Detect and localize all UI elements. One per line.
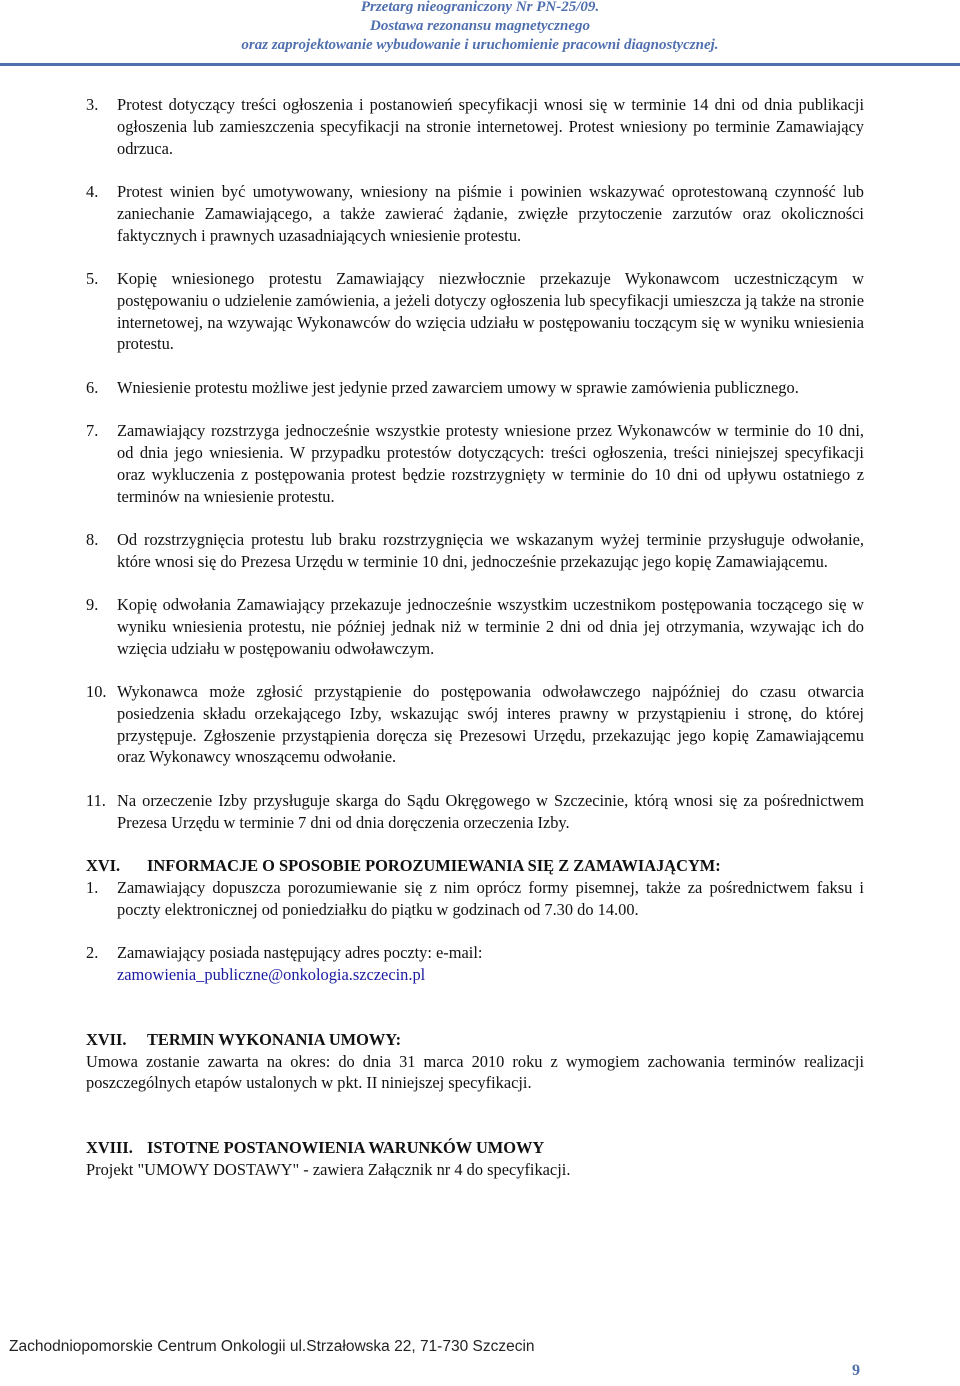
page-header [0, 0, 960, 66]
item-text: Zamawiający posiada następujący adres poczty: e-mail: [117, 943, 483, 963]
list-item [86, 681, 864, 768]
page-number: 9 [852, 1362, 860, 1379]
item-text: Kopię wniesionego protestu Zamawiający niezwłocznie przekazuje Wykonawcom uczestniczącym w postępowaniu o udzielenie zamówienia, a jeżeli dotyczy ogłoszenia lub specyfikacji umieszcza ją także na stronie internetowej, na wzywając Wykonawców do wzięcia udziału w postępowaniu toczącym się w wyniku wniesienia protestu. [117, 268, 864, 354]
list-item [86, 377, 864, 399]
item-number: 10. [86, 682, 107, 702]
list-item [86, 181, 864, 246]
item-number: 5. [86, 268, 99, 288]
section-heading [86, 1137, 864, 1159]
section-number: XVIII. [86, 1138, 133, 1158]
section-heading [86, 855, 864, 877]
item-number: 7. [86, 421, 99, 441]
header-line-1: Przetarg nieograniczony Nr PN-25/09. [360, 0, 600, 15]
item-number: 11. [86, 790, 106, 810]
item-text: Zamawiający dopuszcza porozumiewanie się z nim oprócz formy pisemnej, także za pośrednictwem faksu i poczty elektronicznej od poniedziałku do piątku w godzinach od 7.30 do 14.00. [117, 877, 864, 919]
item-text: Od rozstrzygnięcia protestu lub braku rozstrzygnięcia we wskazanym wyżej terminie przysługuje odwołanie, które wnosi się do Prezesa Urzędu w terminie 10 dni, jednocześnie przekazując jego kopię Zamawiającemu. [117, 529, 864, 571]
list-item [86, 94, 864, 159]
item-text: Zamawiający rozstrzyga jednocześnie wszystkie protesty wniesione przez Wykonawców w terminie do 10 dni, od dnia jego wniesienia. W przypadku protestów dotyczących: treści ogłoszenia, treści niniejszej specyfikacji oraz wykluczenia z postępowania protest będzie rozstrzygnięty w terminie do 10 dni od upływu ostatniego z terminów na wniesienie protestu. [117, 421, 864, 506]
item-number: 9. [86, 595, 99, 615]
item-text: Protest dotyczący treści ogłoszenia i postanowień specyfikacji wnosi się w terminie 14 dni od dnia publikacji ogłoszenia lub zamieszczenia specyfikacji na stronie internetowej. Protest wniesiony po terminie Zamawiający odrzuca. [117, 95, 864, 158]
item-number: 2. [86, 943, 99, 963]
section-title: INFORMACJE O SPOSOBIE POROZUMIEWANIA SIĘ Z ZAMAWIAJĄCYM: [147, 856, 721, 876]
email-link[interactable]: zamowienia_publiczne@onkologia.szczecin.pl [117, 964, 426, 984]
header-divider [0, 63, 960, 66]
item-text: Wniesienie protestu możliwe jest jedynie przed zawarciem umowy w sprawie zamówienia publicznego. [117, 377, 799, 397]
section-text: Umowa zostanie zawarta na okres: do dnia 31 marca 2010 roku z wymogiem zachowania terminów realizacji poszczególnych etapów ustalonych w pkt. II niniejszej specyfikacji. [86, 1051, 864, 1093]
list-item [86, 942, 864, 986]
item-number: 3. [86, 95, 99, 114]
section-number: XVI. [86, 856, 121, 876]
list-item [86, 529, 864, 573]
list-item [86, 594, 864, 659]
section-text: Projekt "UMOWY DOSTAWY" - zawiera Załącznik nr 4 do specyfikacji. [86, 1160, 571, 1180]
item-number: 4. [86, 181, 99, 201]
list-item [86, 790, 864, 834]
list-item [86, 268, 864, 355]
footer-address: Zachodniopomorskie Centrum Onkologii ul.Strzałowska 22, 71-730 Szczecin [9, 1338, 535, 1355]
section-title: ISTOTNE POSTANOWIENIA WARUNKÓW UMOWY [147, 1138, 545, 1158]
section-heading [86, 1029, 864, 1051]
header-line-3: oraz zaprojektowanie wybudowanie i uruchomienie pracowni diagnostycznej. [241, 37, 719, 53]
item-number: 8. [86, 529, 99, 549]
item-text: Na orzeczenie Izby przysługuje skarga do Sądu Okręgowego w Szczecinie, którą wnosi się za pośrednictwem Prezesa Urzędu w terminie 7 dni od dnia doręczenia orzeczenia Izby. [117, 790, 864, 832]
item-text: Wykonawca może zgłosić przystąpienie do postępowania odwoławczego najpóźniej do czasu otwarcia posiedzenia składu orzekającego Izby, wskazując swój interes prawny w przystąpieniu i stronę, do której przystępuje. Zgłoszenie przystąpienia doręcza się Prezesowi Urzędu, przekazując jego kopię Zamawiającemu oraz Wykonawcy wnoszącemu odwołanie. [117, 682, 864, 767]
list-item [86, 420, 864, 507]
section-title: TERMIN WYKONANIA UMOWY: [147, 1029, 402, 1049]
section-number: XVII. [86, 1029, 127, 1049]
item-number: 1. [86, 877, 99, 897]
item-number: 6. [86, 377, 99, 397]
list-item [86, 877, 864, 921]
item-text: Kopię odwołania Zamawiający przekazuje jednocześnie wszystkim uczestnikom postępowania toczącego się w wyniku wniesienia protestu, nie później jednak niż w terminie 2 dni od dnia jej otrzymania, wzywając ich do wzięcia udziału w postępowaniu odwoławczym. [117, 595, 864, 658]
document-body [86, 94, 864, 1181]
header-line-2: Dostawa rezonansu magnetycznego [369, 18, 591, 34]
item-text: Protest winien być umotywowany, wniesiony na piśmie i powinien wskazywać oprotestowaną czynność lub zaniechanie Zamawiającego, a także zawierać żądanie, zwięzłe przytoczenie zarzutów oraz okoliczności faktycznych i prawnych uzasadniających wniesienie protestu. [117, 181, 864, 245]
